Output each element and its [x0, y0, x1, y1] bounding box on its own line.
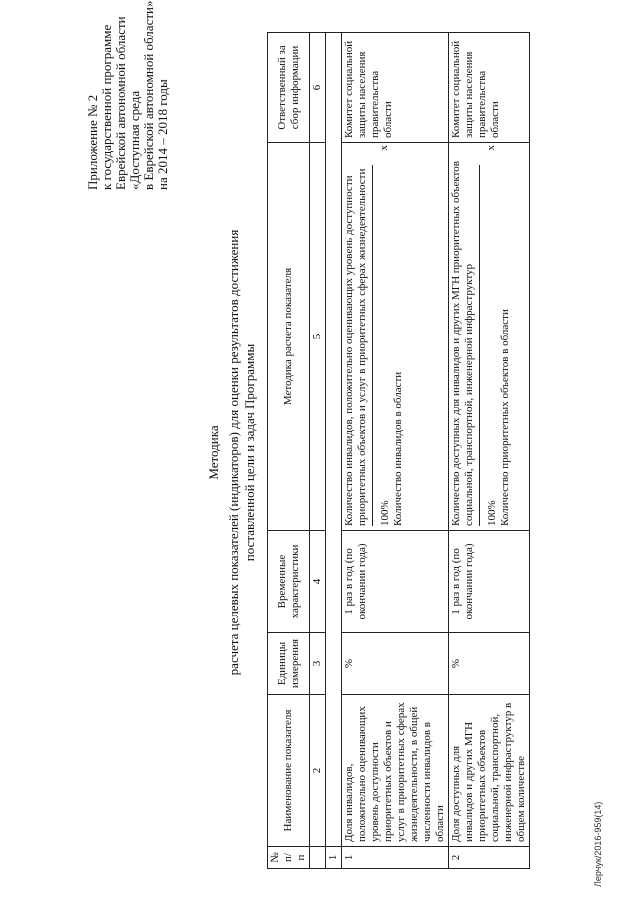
header-method: Методика расчета показателя — [268, 143, 310, 531]
colnum: 3 — [310, 633, 326, 695]
document-title: Методика — [206, 425, 221, 480]
formula-numerator: Количество доступных для инвалидов и других МГН приоритетных объектов социальной, транспортной, инженерной инфраструктур — [450, 161, 475, 526]
header-name: Наименование показателя — [268, 695, 310, 847]
appendix-line: Приложение № 2 — [85, 94, 100, 190]
document-subtitle-line2: поставленной цели и задач Программы — [242, 343, 257, 562]
multiply-sign: х — [378, 145, 390, 151]
table-header-row — [268, 33, 310, 869]
fraction-line — [372, 165, 373, 526]
colnum: 2 — [310, 695, 326, 847]
indicator-responsible: Комитет социальной защиты населения правительства области — [342, 33, 449, 143]
table-index-spacer — [326, 33, 342, 847]
indicator-name: Доля доступных для инвалидов и других МГН приоритетных объектов социальной, транспортной, инженерной инфраструктур в общем количестве — [449, 695, 530, 847]
document-reference: Лерчук/2016-959(14) — [593, 801, 603, 887]
appendix-line: к государственной программе — [99, 24, 114, 190]
indicator-time: 1 раз в год (по окончании года) — [449, 531, 530, 633]
header-responsible: Ответственный за сбор информации — [268, 33, 310, 143]
formula-percent: 100% — [379, 500, 391, 526]
row-num: 2 — [449, 847, 530, 869]
colnum: 6 — [310, 33, 326, 143]
indicator-name: Доля инвалидов, положительно оценивающих уровень доступности приоритетных объектов и услуг в приоритетных сферах жизнедеятельности, в общей численности инвалидов в области — [342, 695, 449, 847]
indicator-method — [342, 143, 449, 531]
formula-denominator: Количество приоритетных объектов в области — [499, 309, 511, 526]
header-time: Временные характеристики — [268, 531, 310, 633]
table-row — [342, 33, 449, 869]
indicator-responsible: Комитет социальной защиты населения правительства области — [449, 33, 530, 143]
formula-denominator: Количество инвалидов в области — [392, 371, 404, 526]
indicator-method — [449, 143, 530, 531]
indicator-unit: % — [449, 633, 530, 695]
appendix-line: «Доступная среда — [127, 90, 142, 190]
colnum — [310, 847, 326, 869]
appendix-line: в Еврейской автономной области» — [141, 0, 156, 190]
table-index-row — [326, 33, 342, 869]
header-num: № п/п — [268, 847, 310, 869]
row-index-mark: 1 — [326, 847, 342, 869]
appendix-line: на 2014 – 2018 годы — [155, 79, 170, 190]
table-colnum-row — [310, 33, 326, 869]
colnum: 5 — [310, 143, 326, 531]
document-subtitle-line1: расчета целевых показателей (индикаторов) для оценки результатов достижения — [226, 229, 241, 676]
table-row — [449, 33, 530, 869]
indicators-table — [267, 32, 530, 869]
fraction-line — [479, 165, 480, 526]
appendix-block — [85, 0, 170, 190]
multiply-sign: х — [485, 145, 497, 151]
indicator-time: 1 раз в год (по окончании года) — [342, 531, 449, 633]
indicator-unit: % — [342, 633, 449, 695]
appendix-line: Еврейской автономной области — [113, 16, 128, 190]
row-num: 1 — [342, 847, 449, 869]
formula-percent: 100% — [486, 500, 498, 526]
formula-numerator: Количество инвалидов, положительно оценивающих уровень доступности приоритетных объектов и услуг в приоритетных сферах жизнедеятельности — [343, 168, 368, 526]
header-unit: Единицы измерения — [268, 633, 310, 695]
colnum: 4 — [310, 531, 326, 633]
